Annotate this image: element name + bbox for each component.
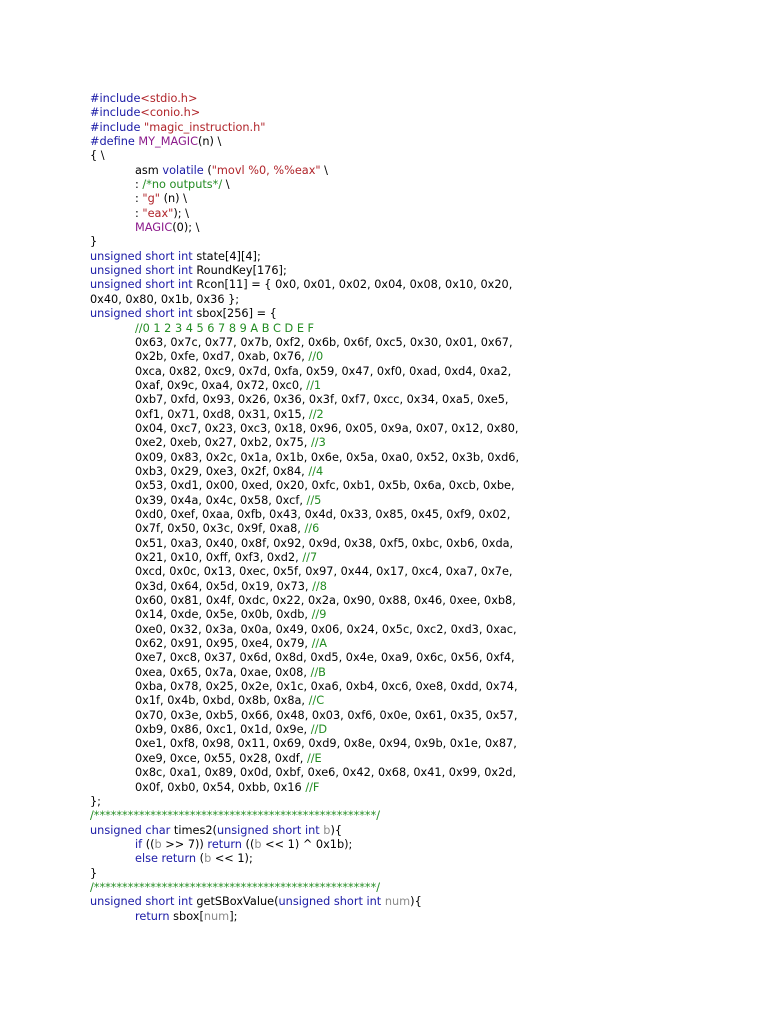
comment: //E <box>306 751 322 765</box>
comment: //1 <box>306 378 322 392</box>
code-text: getSBoxValue( <box>192 895 279 909</box>
code-text: << 1) ^ 0x1b); <box>261 837 353 851</box>
code-text: 0x21, 0x10, 0xff, 0xf3, 0xd2, <box>135 551 303 564</box>
code-listing <box>90 92 750 924</box>
code-text: 0xf1, 0x71, 0xd8, 0x31, 0x15, <box>135 407 309 421</box>
comment: //3 <box>310 436 326 450</box>
preprocessor-token: #include <box>90 120 144 134</box>
code-text: 0x39, 0x4a, 0x4c, 0x58, 0xcf, <box>135 493 307 507</box>
comment: /**************************************************/ <box>90 809 381 823</box>
code-line <box>90 623 750 637</box>
code-text: 0xcd, 0x0c, 0x13, 0xec, 0x5f, 0x97, 0x44, 0x17, 0xc4, 0xa7, 0x7e, <box>135 565 513 579</box>
code-text: { \ <box>90 149 105 163</box>
code-text: 0x14, 0xde, 0x5e, 0x0b, 0xdb, <box>135 608 312 622</box>
code-text: 0xb3, 0x29, 0xe3, 0x2f, 0x84, <box>135 464 309 478</box>
code-line <box>90 881 750 895</box>
code-line <box>90 293 750 307</box>
code-line <box>90 608 750 622</box>
code-text: 0x7f, 0x50, 0x3c, 0x9f, 0xa8, <box>135 522 305 536</box>
comment: //A <box>311 637 327 651</box>
code-line <box>90 537 750 551</box>
code-text: (( <box>142 837 155 851</box>
code-line <box>90 465 750 479</box>
code-text: 0x60, 0x81, 0x4f, 0xdc, 0x22, 0x2a, 0x90, 0x88, 0x46, 0xee, 0xb8, <box>135 594 516 608</box>
string-literal: <conio.h> <box>140 106 201 120</box>
keyword: unsigned char <box>90 823 171 837</box>
comment: //B <box>310 665 326 679</box>
comment: //D <box>310 723 328 737</box>
code-line <box>90 795 750 809</box>
code-text: 0xe2, 0xeb, 0x27, 0xb2, 0x75, <box>135 436 311 450</box>
string-literal: "movl %0, %%eax" <box>211 163 321 177</box>
code-text: (n) \ <box>159 192 187 206</box>
document-page <box>90 92 750 924</box>
code-line <box>90 178 750 192</box>
code-text: 0x53, 0xd1, 0x00, 0xed, 0x20, 0xfc, 0xb1, 0x5b, 0x6a, 0xcb, 0xbe, <box>135 479 515 493</box>
code-line <box>90 867 750 881</box>
code-line <box>90 436 750 450</box>
code-line <box>90 580 750 594</box>
code-line <box>90 494 750 508</box>
code-line <box>90 264 750 278</box>
keyword: else return <box>135 852 197 866</box>
code-line <box>90 522 750 536</box>
code-line <box>90 680 750 694</box>
code-line <box>90 565 750 579</box>
macro-name: MY_MAGIC <box>138 135 198 149</box>
keyword: unsigned short int <box>90 264 193 278</box>
code-text: ); \ <box>173 206 189 220</box>
code-line <box>90 910 750 924</box>
code-line <box>90 393 750 407</box>
code-text: 0xba, 0x78, 0x25, 0x2e, 0x1c, 0xa6, 0xb4, 0xc6, 0xe8, 0xdd, 0x74, <box>135 680 518 694</box>
code-text: 0x09, 0x83, 0x2c, 0x1a, 0x1b, 0x6e, 0x5a, 0xa0, 0x52, 0x3b, 0xd6, <box>135 450 520 464</box>
code-text: } <box>90 235 98 249</box>
code-line <box>90 508 750 522</box>
comment: //C <box>308 694 325 708</box>
code-text: asm <box>135 163 163 177</box>
code-line <box>90 365 750 379</box>
code-text: 0x62, 0x91, 0x95, 0xe4, 0x79, <box>135 637 312 651</box>
code-line <box>90 350 750 364</box>
code-text: 0xe0, 0x32, 0x3a, 0x0a, 0x49, 0x06, 0x24, 0x5c, 0xc2, 0xd3, 0xac, <box>135 622 517 636</box>
code-line <box>90 752 750 766</box>
comment: //0 <box>308 350 324 364</box>
code-text: 0xb9, 0x86, 0xc1, 0x1d, 0x9e, <box>135 723 311 737</box>
code-line <box>90 379 750 393</box>
code-text: ){ <box>410 895 422 909</box>
code-text: }; <box>90 794 101 808</box>
code-line <box>90 723 750 737</box>
code-text: sbox[256] = { <box>192 307 277 321</box>
string-literal: "eax" <box>142 206 174 220</box>
code-line <box>90 408 750 422</box>
code-text: 0x1f, 0x4b, 0xbd, 0x8b, 0x8a, <box>135 694 309 708</box>
code-text: 0xca, 0x82, 0xc9, 0x7d, 0xfa, 0x59, 0x47, 0xf0, 0xad, 0xd4, 0xa2, <box>135 364 512 378</box>
keyword: unsigned short int <box>90 278 193 292</box>
code-line <box>90 651 750 665</box>
code-text: 0xe9, 0xce, 0x55, 0x28, 0xdf, <box>135 751 307 765</box>
code-line <box>90 709 750 723</box>
keyword: unsigned short int <box>90 249 193 263</box>
code-line <box>90 666 750 680</box>
code-line <box>90 149 750 163</box>
code-text: 0x0f, 0xb0, 0x54, 0xbb, 0x16 <box>135 780 306 794</box>
code-line <box>90 106 750 120</box>
code-text: >> 7)) <box>161 837 208 851</box>
parameter-name: b <box>154 837 162 851</box>
code-line <box>90 479 750 493</box>
code-text: } <box>90 866 98 880</box>
comment: //0 1 2 3 4 5 6 7 8 9 A B C D E F <box>135 321 315 335</box>
keyword: unsigned short int <box>90 895 193 909</box>
code-text: (0); \ <box>172 221 200 235</box>
code-text: << 1); <box>211 852 253 866</box>
keyword: unsigned short int <box>90 307 193 321</box>
code-text: 0x70, 0x3e, 0xb5, 0x66, 0x48, 0x03, 0xf6, 0x0e, 0x61, 0x35, 0x57, <box>135 708 518 722</box>
code-text: : <box>135 192 143 206</box>
code-line <box>90 781 750 795</box>
string-literal: "g" <box>142 192 160 206</box>
code-text: 0x3d, 0x64, 0x5d, 0x19, 0x73, <box>135 579 313 593</box>
code-line <box>90 852 750 866</box>
keyword: unsigned short int <box>216 823 320 837</box>
code-line <box>90 278 750 292</box>
code-line <box>90 766 750 780</box>
code-text: 0x8c, 0xa1, 0x89, 0x0d, 0xbf, 0xe6, 0x42, 0x68, 0x41, 0x99, 0x2d, <box>135 766 517 780</box>
code-line <box>90 192 750 206</box>
code-text: 0xb7, 0xfd, 0x93, 0x26, 0x36, 0x3f, 0xf7, 0xcc, 0x34, 0xa5, 0xe5, <box>135 393 509 407</box>
comment: //6 <box>304 522 320 536</box>
comment: //9 <box>311 608 327 622</box>
code-text: 0xe7, 0xc8, 0x37, 0x6d, 0x8d, 0xd5, 0x4e, 0xa9, 0x6c, 0x56, 0xf4, <box>135 651 515 665</box>
code-line <box>90 250 750 264</box>
comment: //4 <box>308 464 324 478</box>
preprocessor-token: #include <box>90 92 141 105</box>
code-text: \ <box>320 163 328 177</box>
comment: /*no outputs*/ <box>142 178 223 192</box>
code-line <box>90 164 750 178</box>
code-line <box>90 121 750 135</box>
comment: //5 <box>306 493 322 507</box>
parameter-name: num <box>384 895 411 909</box>
code-text: 0xea, 0x65, 0x7a, 0xae, 0x08, <box>135 665 311 679</box>
code-text: times2( <box>170 823 217 837</box>
code-text: Rcon[11] = { 0x0, 0x01, 0x02, 0x04, 0x08, 0x10, 0x20, <box>192 278 513 292</box>
code-text: ){ <box>330 823 343 837</box>
preprocessor-token: #include <box>90 106 141 120</box>
code-line <box>90 737 750 751</box>
code-line <box>90 838 750 852</box>
code-line <box>90 336 750 350</box>
code-text: sbox[ <box>169 909 204 923</box>
code-text: (( <box>241 837 255 851</box>
keyword: return <box>207 837 242 851</box>
code-line <box>90 809 750 823</box>
string-literal: <stdio.h> <box>140 92 198 105</box>
code-text: : <box>135 206 143 220</box>
keyword: return <box>135 909 170 923</box>
string-literal: "magic_instruction.h" <box>144 120 266 134</box>
parameter-name: b <box>323 823 331 837</box>
code-line <box>90 422 750 436</box>
code-text: state[4][4]; <box>192 249 261 263</box>
code-line <box>90 322 750 336</box>
code-line <box>90 594 750 608</box>
parameter-name: b <box>254 837 262 851</box>
code-text: (n) \ <box>197 135 222 149</box>
code-text: ( <box>196 852 205 866</box>
code-line <box>90 221 750 235</box>
comment: //F <box>305 780 320 794</box>
code-line <box>90 92 750 106</box>
code-text: 0x04, 0xc7, 0x23, 0xc3, 0x18, 0x96, 0x05, 0x9a, 0x07, 0x12, 0x80, <box>135 421 519 435</box>
comment: //7 <box>302 551 318 564</box>
comment: //8 <box>312 579 327 593</box>
code-text: 0xaf, 0x9c, 0xa4, 0x72, 0xc0, <box>135 378 307 392</box>
code-text: RoundKey[176]; <box>192 264 287 278</box>
code-text: 0x63, 0x7c, 0x77, 0x7b, 0xf2, 0x6b, 0x6f, 0xc5, 0x30, 0x01, 0x67, <box>135 335 513 349</box>
macro-name: MAGIC <box>135 221 173 235</box>
parameter-name: b <box>204 852 212 866</box>
comment: //2 <box>308 407 324 421</box>
comment: /**************************************************/ <box>90 880 381 894</box>
code-text: 0xe1, 0xf8, 0x98, 0x11, 0x69, 0xd9, 0x8e, 0x94, 0x9b, 0x1e, 0x87, <box>135 737 517 751</box>
code-line <box>90 637 750 651</box>
code-line <box>90 307 750 321</box>
keyword: volatile <box>162 163 204 177</box>
code-line <box>90 235 750 249</box>
code-line <box>90 895 750 909</box>
code-text: ]; <box>229 909 238 923</box>
code-text: : <box>135 178 143 192</box>
code-text: \ <box>222 178 230 192</box>
code-text: 0x2b, 0xfe, 0xd7, 0xab, 0x76, <box>135 350 309 364</box>
code-text: 0xd0, 0xef, 0xaa, 0xfb, 0x43, 0x4d, 0x33, 0x85, 0x45, 0xf9, 0x02, <box>135 507 511 521</box>
parameter-name: num <box>203 909 230 923</box>
keyword: unsigned short int <box>278 895 382 909</box>
code-line <box>90 207 750 221</box>
code-line <box>90 451 750 465</box>
code-text: 0x51, 0xa3, 0x40, 0x8f, 0x92, 0x9d, 0x38, 0xf5, 0xbc, 0xb6, 0xda, <box>135 536 514 550</box>
code-line <box>90 551 750 565</box>
preprocessor-token: #define <box>90 135 139 149</box>
code-line <box>90 694 750 708</box>
code-text: ( <box>203 163 212 177</box>
code-text: 0x40, 0x80, 0x1b, 0x36 }; <box>90 292 240 306</box>
keyword: if <box>135 837 143 851</box>
code-line <box>90 135 750 149</box>
code-line <box>90 824 750 838</box>
